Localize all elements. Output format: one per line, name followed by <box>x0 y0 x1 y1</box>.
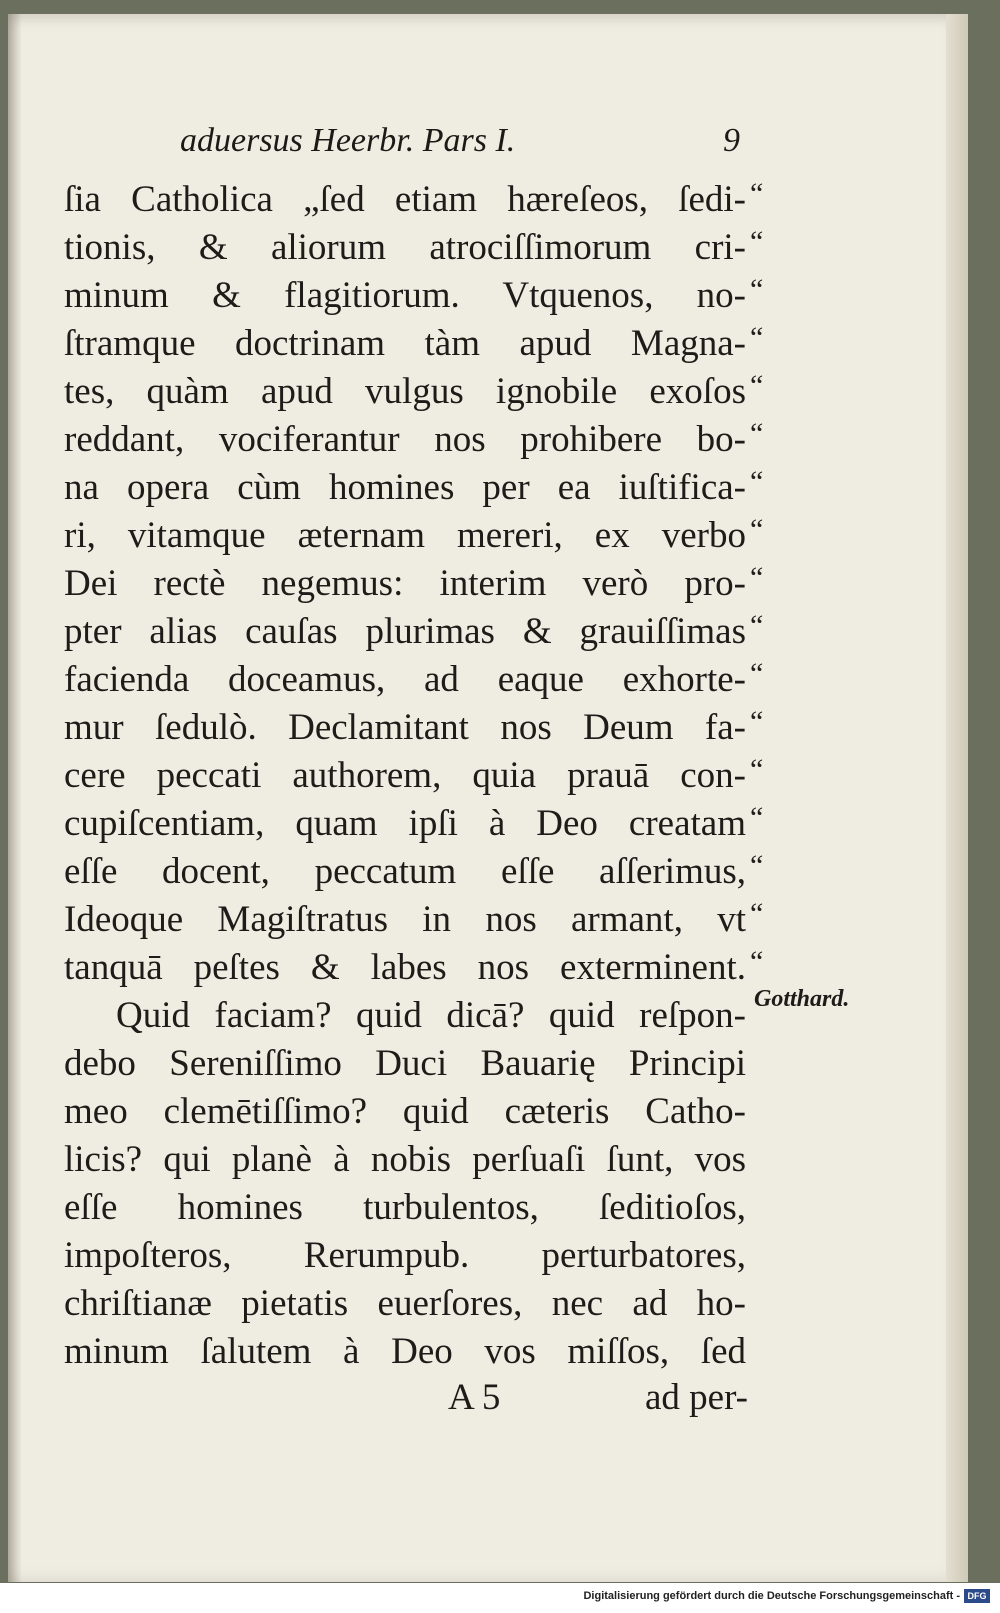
text-line: pter alias cauſas plurimas & grauiſſimas <box>64 611 746 652</box>
page-number: 9 <box>723 122 740 159</box>
quotation-mark: “ <box>750 897 764 930</box>
quotation-mark <box>750 1040 790 1088</box>
text-line: reddant, vociferantur nos prohibere bo- <box>64 419 746 460</box>
text-line: eſſe homines turbulentos, ſeditioſos, <box>64 1187 746 1228</box>
quotation-mark <box>750 1184 790 1232</box>
margin-note: Gotthard. <box>754 986 850 1012</box>
quotation-mark: “ <box>750 945 764 978</box>
signature-mark: A 5 <box>448 1377 501 1418</box>
text-line: na opera cùm homines per ea iuſtifica- <box>64 467 746 508</box>
credit-bar <box>0 1583 1000 1613</box>
quotation-mark <box>750 1136 790 1184</box>
quotation-mark: “ <box>750 465 764 498</box>
text-line: facienda doceamus, ad eaque exhorte- <box>64 659 746 700</box>
text-line: tes, quàm apud vulgus ignobile exoſos <box>64 371 746 412</box>
text-line: minum ſalutem à Deo vos miſſos, ſed <box>64 1331 746 1372</box>
text-line: chriſtianæ pietatis euerſores, nec ad ho- <box>64 1283 746 1324</box>
text-line: ſtramque doctrinam tàm apud Magna- <box>64 323 746 364</box>
quotation-mark: “ <box>750 705 764 738</box>
text-line: Quid faciam? quid dicā? quid reſpon- <box>116 995 746 1036</box>
quotation-mark: “ <box>750 177 764 210</box>
page-footer <box>448 1376 748 1424</box>
text-line: tionis, & aliorum atrociſſimorum cri- <box>64 227 746 268</box>
running-title: aduersus Heerbr. Pars I. <box>180 122 516 159</box>
quotation-mark-column <box>750 176 790 1376</box>
quotation-mark: “ <box>750 657 764 690</box>
text-line: eſſe docent, peccatum eſſe aſſerimus, <box>64 851 746 892</box>
text-line: tanquā peſtes & labes nos exterminent. <box>64 947 746 988</box>
text-line: debo Sereniſſimo Duci Bauarię Principi <box>64 1043 746 1084</box>
quotation-mark: “ <box>750 273 764 306</box>
text-line: ſia Catholica „ſed etiam hæreſeos, ſedi- <box>64 179 746 220</box>
text-line: Ideoque Magiſtratus in nos armant, vt <box>64 899 746 940</box>
text-line: meo clemētiſſimo? quid cæteris Catho- <box>64 1091 746 1132</box>
quotation-mark: “ <box>750 609 764 642</box>
quotation-mark: “ <box>750 753 764 786</box>
quotation-mark: “ <box>750 513 764 546</box>
quotation-mark: “ <box>750 321 764 354</box>
quotation-mark <box>750 1280 790 1328</box>
quotation-mark <box>750 1328 790 1376</box>
text-line: ri, vitamque æternam mereri, ex verbo <box>64 515 746 556</box>
book-page <box>8 14 968 1582</box>
text-line: Dei rectè negemus: interim verò pro- <box>64 563 746 604</box>
quotation-mark <box>750 1232 790 1280</box>
page-edge <box>946 14 968 1582</box>
page-header <box>180 122 740 162</box>
quotation-mark: “ <box>750 801 764 834</box>
text-line: cupiſcentiam, quam ipſi à Deo creatam <box>64 803 746 844</box>
quotation-mark: “ <box>750 561 764 594</box>
text-line: minum & flagitiorum. Vtquenos, no- <box>64 275 746 316</box>
text-line: cere peccati authorem, quia prauā con- <box>64 755 746 796</box>
credit-text: Digitalisierung gefördert durch die Deutsche Forschungsgemeinschaft - <box>583 1590 960 1602</box>
quotation-mark: “ <box>750 369 764 402</box>
text-line: impoſteros, Rerumpub. perturbatores, <box>64 1235 746 1276</box>
body-text <box>64 176 746 1376</box>
text-line: mur ſedulò. Declamitant nos Deum fa- <box>64 707 746 748</box>
page-gutter-shadow <box>8 14 22 1582</box>
dfg-logo: DFG <box>964 1589 990 1603</box>
quotation-mark: “ <box>750 849 764 882</box>
text-line: licis? qui planè à nobis perſuaſi ſunt, vos <box>64 1139 746 1180</box>
catchword: ad per- <box>645 1377 748 1418</box>
quotation-mark <box>750 1088 790 1136</box>
quotation-mark: “ <box>750 417 764 450</box>
quotation-mark: “ <box>750 225 764 258</box>
